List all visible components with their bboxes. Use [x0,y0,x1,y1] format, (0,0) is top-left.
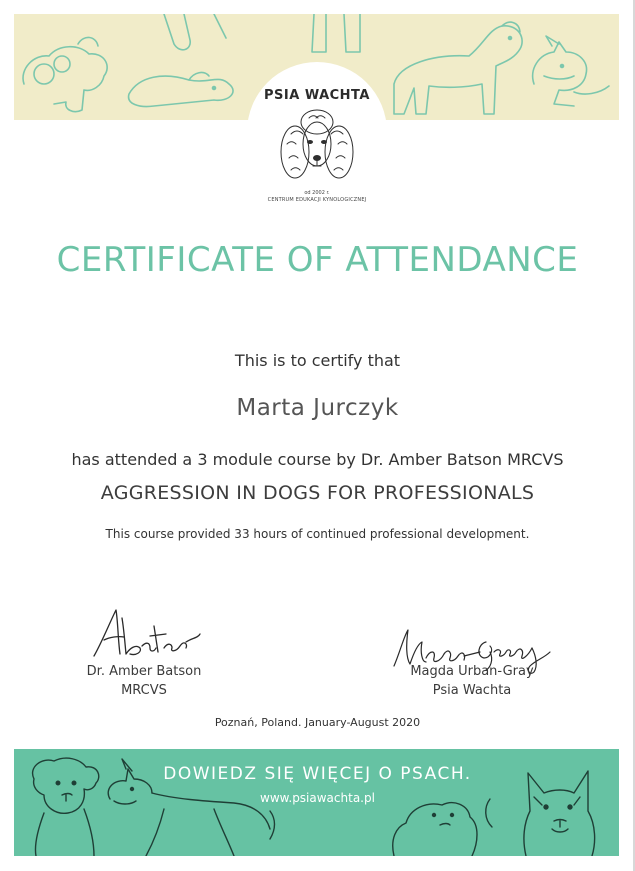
recipient-name: Marta Jurczyk [236,395,399,421]
logo-title: PSIA WACHTA [264,88,370,103]
signatory-left-title: MRCVS [121,683,167,698]
course-name: AGGRESSION IN DOGS FOR PROFESSIONALS [100,482,535,504]
attended-line: has attended a 3 module course by Dr. Amber Batson MRCVS [71,450,564,469]
signatory-right-name: Magda Urban-Gray [410,664,534,679]
signatory-left-name: Dr. Amber Batson [86,664,202,679]
signatory-right-title: Psia Wachta [432,683,512,698]
logo-subtitle: CENTRUM EDUKACJI KYNOLOGICZNEJ [267,197,367,203]
certificate-title: CERTIFICATE OF ATTENDANCE [56,240,579,280]
hours-line: This course provided 33 hours of continued professional development. [105,527,530,541]
footer-cta: DOWIEDZ SIĘ WIĘCEJ O PSACH. [163,764,472,784]
signatory-left [64,662,224,700]
footer-website-link[interactable]: www.psiawachta.pl [260,791,375,805]
signature-left [88,604,208,664]
logo-year: od 2002 r. [304,190,330,196]
certify-line: This is to certify that [234,351,401,370]
location-date: Poznań, Poland. January-August 2020 [214,716,421,729]
signatory-right [392,662,552,700]
psia-wachta-logo [247,62,387,212]
